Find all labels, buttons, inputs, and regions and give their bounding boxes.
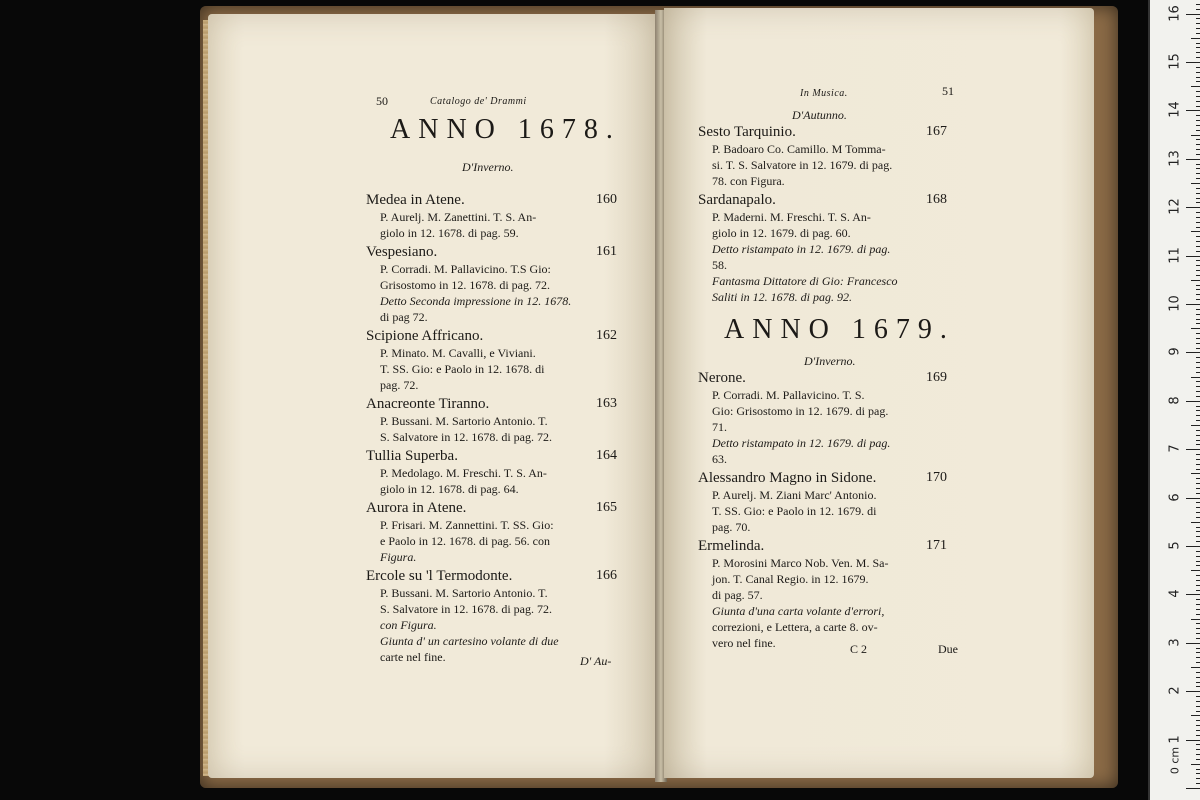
ruler-tick bbox=[1196, 9, 1200, 10]
ruler-tick bbox=[1196, 198, 1200, 199]
ruler-tick bbox=[1191, 715, 1200, 716]
ruler-tick bbox=[1196, 527, 1200, 528]
ruler-tick bbox=[1196, 81, 1200, 82]
ruler-tick bbox=[1196, 270, 1200, 271]
ruler-tick bbox=[1196, 682, 1200, 683]
entry-detail-line: T. SS. Gio: e Paolo in 12. 1679. di bbox=[712, 504, 877, 518]
ruler-tick bbox=[1196, 459, 1200, 460]
signature-mark: C 2 bbox=[850, 642, 868, 656]
ruler-tick bbox=[1196, 47, 1200, 48]
ruler-tick bbox=[1196, 623, 1200, 624]
ruler-tick bbox=[1196, 125, 1200, 126]
season-heading: D'Inverno. bbox=[462, 160, 514, 174]
ruler-tick bbox=[1196, 744, 1200, 745]
entry-number: 163 bbox=[596, 396, 617, 411]
ruler-tick bbox=[1196, 289, 1200, 290]
ruler-tick bbox=[1191, 38, 1200, 39]
ruler-tick bbox=[1196, 222, 1200, 223]
ruler-tick bbox=[1191, 619, 1200, 620]
entry-detail-line: Detto ristampato in 12. 1679. di pag. bbox=[712, 242, 891, 256]
entry-detail-line: Grisostomo in 12. 1678. di pag. 72. bbox=[380, 278, 550, 292]
entry-title: Ermelinda. bbox=[698, 538, 765, 554]
entry-detail-line: di pag. 57. bbox=[712, 588, 763, 602]
entry-detail-line: 58. bbox=[712, 258, 727, 272]
entry-detail-line: Giunta d'una carta volante d'errori, bbox=[712, 604, 885, 618]
ruler-tick bbox=[1196, 241, 1200, 242]
entry-detail-line: P. Minato. M. Cavalli, e Viviani. bbox=[380, 346, 536, 360]
ruler-tick bbox=[1186, 498, 1200, 499]
ruler-tick bbox=[1186, 256, 1200, 257]
ruler-tick bbox=[1196, 410, 1200, 411]
entry-detail-line: Fantasma Dittatore di Gio: Francesco bbox=[712, 274, 898, 288]
entry-title: Sardanapalo. bbox=[698, 192, 776, 208]
ruler-tick bbox=[1191, 86, 1200, 87]
ruler-tick bbox=[1196, 590, 1200, 591]
ruler-tick bbox=[1196, 343, 1200, 344]
entry-detail-line: P. Frisari. M. Zannettini. T. SS. Gio: bbox=[380, 518, 554, 532]
catchword: Due bbox=[938, 642, 958, 656]
ruler-tick bbox=[1196, 193, 1200, 194]
ruler-tick bbox=[1196, 536, 1200, 537]
ruler-tick bbox=[1196, 754, 1200, 755]
entry-title: Medea in Atene. bbox=[366, 192, 465, 208]
ruler-tick bbox=[1196, 154, 1200, 155]
ruler-tick bbox=[1196, 323, 1200, 324]
ruler-tick bbox=[1186, 788, 1200, 789]
ruler-tick bbox=[1196, 77, 1200, 78]
entry-detail-line: S. Salvatore in 12. 1678. di pag. 72. bbox=[380, 602, 552, 616]
page-number: 51 bbox=[942, 84, 954, 98]
ruler-number: 15 bbox=[1167, 53, 1183, 70]
ruler-tick bbox=[1196, 212, 1200, 213]
entry-title: Scipione Affricano. bbox=[366, 328, 484, 344]
ruler-tick bbox=[1196, 72, 1200, 73]
ruler-tick bbox=[1196, 541, 1200, 542]
catchword: D' Au- bbox=[580, 654, 612, 668]
ruler-number: 3 bbox=[1167, 638, 1183, 647]
entry-number: 169 bbox=[926, 370, 947, 385]
ruler-tick bbox=[1196, 686, 1200, 687]
year-heading: ANNO 1678. bbox=[390, 114, 621, 145]
entry-detail-line: Detto Seconda impressione in 12. 1678. bbox=[380, 294, 572, 308]
ruler-tick bbox=[1196, 657, 1200, 658]
ruler-number: 13 bbox=[1167, 150, 1183, 167]
ruler-tick bbox=[1196, 144, 1200, 145]
ruler-number: 5 bbox=[1167, 541, 1183, 550]
ruler-tick bbox=[1196, 444, 1200, 445]
entry-detail-line: P. Bussani. M. Sartorio Antonio. T. bbox=[380, 586, 548, 600]
entry-detail-line: Giunta d' un cartesino volante di due bbox=[380, 634, 559, 648]
ruler-tick bbox=[1196, 556, 1200, 557]
ruler-tick bbox=[1196, 309, 1200, 310]
ruler-tick bbox=[1186, 594, 1200, 595]
entry-number: 165 bbox=[596, 500, 617, 515]
season-heading: D'Inverno. bbox=[804, 354, 856, 368]
ruler-tick bbox=[1191, 473, 1200, 474]
entry-number: 161 bbox=[596, 244, 617, 259]
ruler-tick bbox=[1196, 4, 1200, 5]
ruler-tick bbox=[1196, 386, 1200, 387]
ruler-tick bbox=[1196, 314, 1200, 315]
ruler-tick bbox=[1196, 672, 1200, 673]
ruler-tick bbox=[1196, 749, 1200, 750]
ruler-tick bbox=[1196, 406, 1200, 407]
ruler-tick bbox=[1196, 202, 1200, 203]
ruler-tick bbox=[1196, 57, 1200, 58]
ruler-tick bbox=[1196, 52, 1200, 53]
ruler-number: 4 bbox=[1167, 589, 1183, 599]
entry-title: Nerone. bbox=[698, 370, 746, 386]
entry-detail-line: giolo in 12. 1678. di pag. 64. bbox=[380, 482, 519, 496]
ruler-tick bbox=[1196, 23, 1200, 24]
entry-detail-line: pag. 70. bbox=[712, 520, 751, 534]
ruler-tick bbox=[1191, 667, 1200, 668]
ruler-tick bbox=[1196, 18, 1200, 19]
ruler-tick bbox=[1196, 96, 1200, 97]
ruler-tick bbox=[1196, 43, 1200, 44]
ruler-tick bbox=[1196, 106, 1200, 107]
entry-detail-line: P. Maderni. M. Freschi. T. S. An- bbox=[712, 210, 871, 224]
ruler-tick bbox=[1196, 580, 1200, 581]
ruler-tick bbox=[1196, 730, 1200, 731]
ruler-tick bbox=[1196, 478, 1200, 479]
entry-detail-line: carte nel fine. bbox=[380, 650, 446, 664]
entry-detail-line: T. SS. Gio: e Paolo in 12. 1678. di bbox=[380, 362, 545, 376]
ruler-tick bbox=[1196, 246, 1200, 247]
ruler-tick bbox=[1196, 773, 1200, 774]
entry-detail-line: 63. bbox=[712, 452, 727, 466]
entry-detail-line: correzioni, e Lettera, a carte 8. ov- bbox=[712, 620, 878, 634]
entry-detail-line: Gio: Grisostomo in 12. 1679. di pag. bbox=[712, 404, 889, 418]
ruler-tick bbox=[1186, 643, 1200, 644]
ruler-tick bbox=[1191, 183, 1200, 184]
page-number: 50 bbox=[376, 94, 388, 108]
running-head: Catalogo de' Drammi bbox=[430, 96, 527, 107]
ruler-tick bbox=[1191, 764, 1200, 765]
ruler-tick bbox=[1196, 348, 1200, 349]
ruler-tick bbox=[1186, 207, 1200, 208]
left-page bbox=[208, 14, 658, 778]
entry-number: 168 bbox=[926, 192, 947, 207]
ruler-tick bbox=[1196, 778, 1200, 779]
ruler-tick bbox=[1196, 120, 1200, 121]
ruler-tick bbox=[1196, 614, 1200, 615]
ruler-tick bbox=[1196, 469, 1200, 470]
ruler-tick bbox=[1196, 575, 1200, 576]
entry-detail-line: 78. con Figura. bbox=[712, 174, 785, 188]
entry-number: 171 bbox=[926, 538, 947, 553]
ruler-tick bbox=[1196, 236, 1200, 237]
ruler-number: 6 bbox=[1167, 492, 1183, 502]
ruler-tick bbox=[1191, 231, 1200, 232]
ruler-tick bbox=[1186, 110, 1200, 111]
entry-detail-line: P. Corradi. M. Pallavicino. T. S. bbox=[712, 388, 865, 402]
ruler-tick bbox=[1196, 561, 1200, 562]
entry-detail-line: S. Salvatore in 12. 1678. di pag. 72. bbox=[380, 430, 552, 444]
ruler-number: 1 bbox=[1167, 734, 1183, 744]
ruler-tick bbox=[1196, 251, 1200, 252]
ruler-tick bbox=[1196, 531, 1200, 532]
ruler-tick bbox=[1196, 28, 1200, 29]
entry-detail-line: 71. bbox=[712, 420, 727, 434]
ruler-tick bbox=[1196, 502, 1200, 503]
entry-detail-line: pag. 72. bbox=[380, 378, 419, 392]
ruler-tick bbox=[1196, 662, 1200, 663]
ruler-tick bbox=[1196, 164, 1200, 165]
ruler-tick bbox=[1196, 769, 1200, 770]
ruler-number: 7 bbox=[1167, 444, 1183, 453]
ruler-tick bbox=[1196, 435, 1200, 436]
ruler-tick bbox=[1191, 280, 1200, 281]
ruler-tick bbox=[1196, 101, 1200, 102]
ruler-tick bbox=[1196, 372, 1200, 373]
ruler-tick bbox=[1196, 585, 1200, 586]
ruler-tick bbox=[1196, 217, 1200, 218]
ruler-tick bbox=[1196, 440, 1200, 441]
ruler-tick bbox=[1196, 628, 1200, 629]
running-head: In Musica. bbox=[800, 88, 848, 99]
ruler-tick bbox=[1196, 381, 1200, 382]
ruler-tick bbox=[1196, 488, 1200, 489]
ruler-tick bbox=[1191, 425, 1200, 426]
measuring-ruler bbox=[1148, 0, 1200, 800]
entry-detail-line: P. Bussani. M. Sartorio Antonio. T. bbox=[380, 414, 548, 428]
ruler-tick bbox=[1186, 449, 1200, 450]
ruler-tick bbox=[1196, 391, 1200, 392]
ruler-number: 10 bbox=[1167, 295, 1183, 312]
ruler-tick bbox=[1196, 149, 1200, 150]
ruler-tick bbox=[1196, 677, 1200, 678]
ruler-tick bbox=[1196, 178, 1200, 179]
ruler-tick bbox=[1196, 396, 1200, 397]
entry-title: Aurora in Atene. bbox=[366, 500, 467, 516]
entry-title: Sesto Tarquinio. bbox=[698, 124, 796, 140]
ruler-tick bbox=[1196, 604, 1200, 605]
ruler-tick bbox=[1196, 227, 1200, 228]
ruler-number: 2 bbox=[1167, 686, 1183, 695]
entry-detail-line: P. Morosini Marco Nob. Ven. M. Sa- bbox=[712, 556, 889, 570]
ruler-tick bbox=[1186, 62, 1200, 63]
entry-detail-line: P. Medolago. M. Freschi. T. S. An- bbox=[380, 466, 547, 480]
ruler-tick bbox=[1196, 188, 1200, 189]
entry-detail-line: P. Aurelj. M. Ziani Marc' Antonio. bbox=[712, 488, 877, 502]
entry-number: 160 bbox=[596, 192, 617, 207]
entry-detail-line: P. Badoaro Co. Camillo. M Tomma- bbox=[712, 142, 886, 156]
ruler-tick bbox=[1196, 415, 1200, 416]
ruler-tick bbox=[1196, 483, 1200, 484]
ruler-tick bbox=[1196, 648, 1200, 649]
ruler-tick bbox=[1196, 430, 1200, 431]
entry-title: Alessandro Magno in Sidone. bbox=[698, 470, 877, 486]
entry-number: 162 bbox=[596, 328, 617, 343]
entry-number: 164 bbox=[596, 448, 617, 463]
ruler-number: 14 bbox=[1167, 101, 1183, 119]
ruler-tick bbox=[1196, 285, 1200, 286]
ruler-tick bbox=[1196, 319, 1200, 320]
ruler-tick bbox=[1196, 517, 1200, 518]
ruler-tick bbox=[1196, 260, 1200, 261]
entry-detail-line: jon. T. Canal Regio. in 12. 1679. bbox=[712, 572, 869, 586]
ruler-tick bbox=[1186, 740, 1200, 741]
entry-detail-line: vero nel fine. bbox=[712, 636, 776, 650]
year-heading: ANNO 1679. bbox=[724, 314, 955, 345]
ruler-tick bbox=[1196, 565, 1200, 566]
entry-detail-line: Figura. bbox=[380, 550, 417, 564]
entry-title: Anacreonte Tiranno. bbox=[366, 396, 490, 412]
ruler-tick bbox=[1196, 464, 1200, 465]
entry-detail-line: e Paolo in 12. 1678. di pag. 56. con bbox=[380, 534, 550, 548]
entry-number: 167 bbox=[926, 124, 947, 139]
ruler-tick bbox=[1186, 14, 1200, 15]
ruler-tick bbox=[1196, 599, 1200, 600]
entry-title: Ercole su 'l Termodonte. bbox=[366, 568, 513, 584]
ruler-tick bbox=[1191, 522, 1200, 523]
ruler-tick bbox=[1196, 357, 1200, 358]
entry-number: 166 bbox=[596, 568, 617, 583]
ruler-tick bbox=[1196, 711, 1200, 712]
ruler-tick bbox=[1191, 377, 1200, 378]
ruler-tick bbox=[1196, 333, 1200, 334]
ruler-tick bbox=[1196, 759, 1200, 760]
ruler-tick bbox=[1186, 304, 1200, 305]
ruler-tick bbox=[1191, 570, 1200, 571]
ruler-tick bbox=[1196, 725, 1200, 726]
entry-title: Vespesiano. bbox=[366, 244, 438, 260]
ruler-tick bbox=[1196, 299, 1200, 300]
entry-detail-line: P. Corradi. M. Pallavicino. T.S Gio: bbox=[380, 262, 551, 276]
ruler-tick bbox=[1186, 546, 1200, 547]
right-page bbox=[664, 8, 1094, 778]
entry-detail-line: P. Aurelj. M. Zanettini. T. S. An- bbox=[380, 210, 537, 224]
ruler-tick bbox=[1196, 168, 1200, 169]
ruler-tick bbox=[1196, 735, 1200, 736]
entry-detail-line: giolo in 12. 1679. di pag. 60. bbox=[712, 226, 851, 240]
ruler-tick bbox=[1196, 696, 1200, 697]
ruler-tick bbox=[1196, 265, 1200, 266]
ruler-tick bbox=[1196, 701, 1200, 702]
ruler-number: 11 bbox=[1167, 246, 1183, 264]
ruler-tick bbox=[1186, 691, 1200, 692]
ruler-number: 9 bbox=[1167, 347, 1183, 357]
ruler-number: 12 bbox=[1167, 198, 1183, 215]
ruler-tick bbox=[1196, 783, 1200, 784]
ruler-tick bbox=[1196, 609, 1200, 610]
ruler-tick bbox=[1196, 33, 1200, 34]
ruler-tick bbox=[1196, 420, 1200, 421]
ruler-tick bbox=[1196, 706, 1200, 707]
ruler-tick bbox=[1196, 367, 1200, 368]
ruler-tick bbox=[1196, 512, 1200, 513]
ruler-tick bbox=[1186, 401, 1200, 402]
entry-detail-line: si. T. S. Salvatore in 12. 1679. di pag. bbox=[712, 158, 893, 172]
entry-detail-line: di pag 72. bbox=[380, 310, 428, 324]
ruler-tick bbox=[1196, 454, 1200, 455]
ruler-number: 16 bbox=[1167, 4, 1183, 22]
ruler-tick bbox=[1196, 173, 1200, 174]
ruler-tick bbox=[1196, 338, 1200, 339]
ruler-tick bbox=[1196, 362, 1200, 363]
ruler-tick bbox=[1196, 551, 1200, 552]
ruler-tick bbox=[1186, 352, 1200, 353]
entry-detail-line: giolo in 12. 1678. di pag. 59. bbox=[380, 226, 519, 240]
ruler-number: 8 bbox=[1167, 396, 1183, 405]
ruler-tick bbox=[1196, 67, 1200, 68]
ruler-tick bbox=[1196, 294, 1200, 295]
ruler-unit-label: 0 cm bbox=[1168, 746, 1182, 775]
ruler-tick bbox=[1191, 328, 1200, 329]
ruler-tick bbox=[1196, 633, 1200, 634]
entry-detail-line: con Figura. bbox=[380, 618, 437, 632]
ruler-tick bbox=[1196, 115, 1200, 116]
ruler-tick bbox=[1196, 638, 1200, 639]
ruler-tick bbox=[1196, 275, 1200, 276]
ruler-tick bbox=[1196, 91, 1200, 92]
entry-detail-line: Detto ristampato in 12. 1679. di pag. bbox=[712, 436, 891, 450]
ruler-tick bbox=[1191, 135, 1200, 136]
ruler-tick bbox=[1196, 652, 1200, 653]
entry-number: 170 bbox=[926, 470, 947, 485]
ruler-tick bbox=[1196, 493, 1200, 494]
entry-detail-line: Saliti in 12. 1678. di pag. 92. bbox=[712, 290, 853, 304]
ruler-tick bbox=[1196, 507, 1200, 508]
ruler-tick bbox=[1186, 159, 1200, 160]
entry-title: Tullia Superba. bbox=[366, 448, 458, 464]
ruler-tick bbox=[1196, 720, 1200, 721]
ruler-tick bbox=[1196, 139, 1200, 140]
season-heading: D'Autunno. bbox=[792, 108, 847, 122]
ruler-tick bbox=[1196, 130, 1200, 131]
